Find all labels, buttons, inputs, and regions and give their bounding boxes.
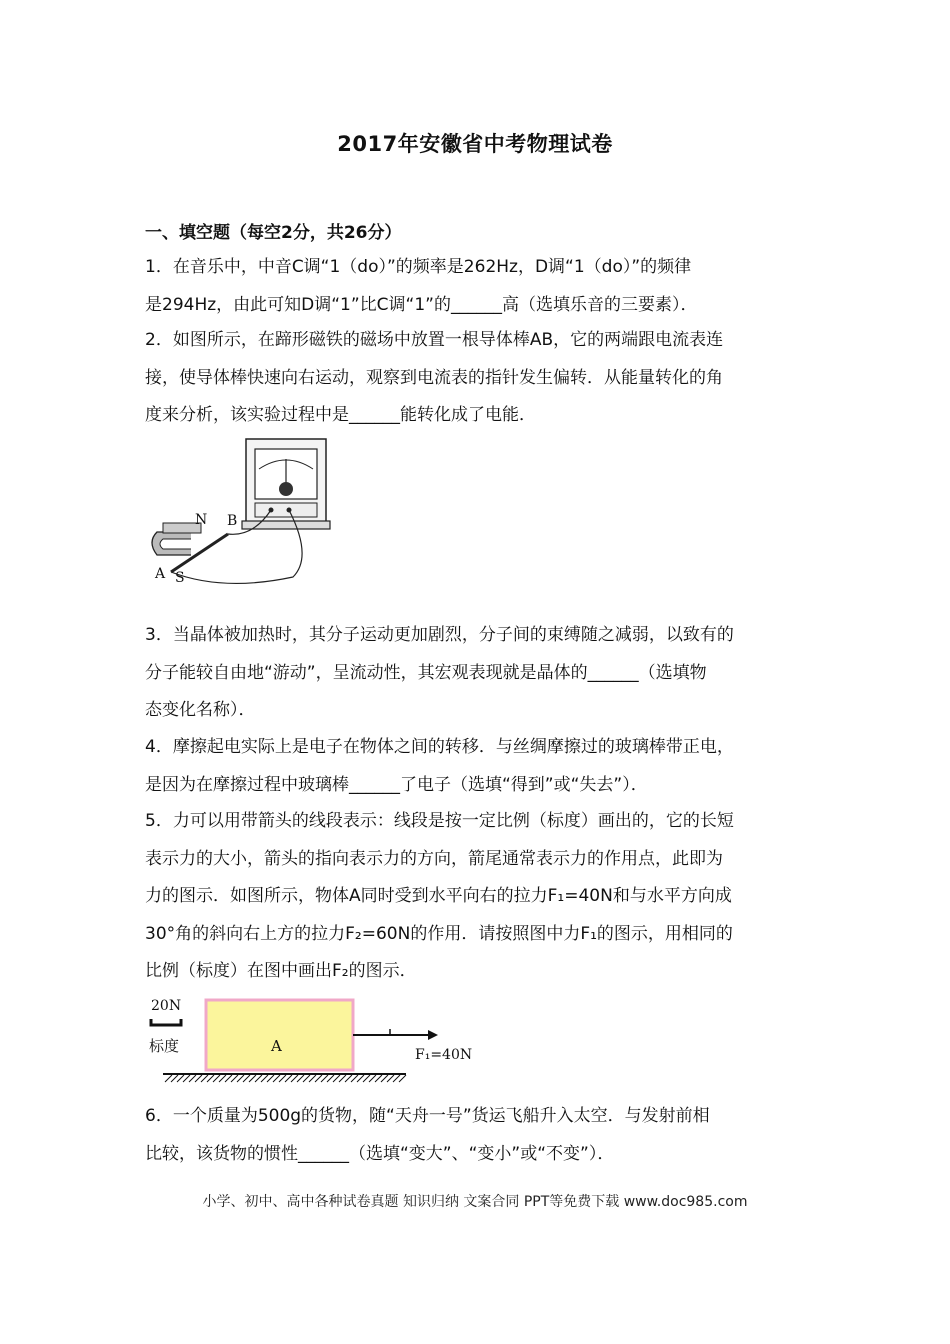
question-1-line: 是294Hz，由此可知D调“1”比C调“1”的______高（选填乐音的三要素）． bbox=[145, 294, 698, 315]
section-heading: 一、填空题（每空2分，共26分） bbox=[145, 223, 402, 243]
scale-value-label: 20N bbox=[151, 998, 182, 1014]
question-5-line: 力的图示．如图所示，物体A同时受到水平向右的拉力F₁=40N和与水平方向成 bbox=[145, 886, 732, 906]
block-a bbox=[206, 1000, 353, 1070]
question-2 bbox=[145, 322, 810, 435]
question-4-line: 4．摩擦起电实际上是电子在物体之间的转移．与丝绸摩擦过的玻璃棒带正电， bbox=[145, 737, 734, 757]
question-3 bbox=[145, 617, 810, 730]
question-3-line: 态变化名称）． bbox=[145, 700, 256, 720]
galvanometer-figure bbox=[143, 437, 333, 597]
question-1 bbox=[145, 249, 810, 324]
question-5-line: 5．力可以用带箭头的线段表示：线段是按一定比例（标度）画出的，它的长短 bbox=[145, 811, 734, 831]
question-4 bbox=[145, 729, 810, 804]
question-2-line: 度来分析，该实验过程中是______能转化成了电能． bbox=[145, 405, 536, 425]
question-3-line: 3．当晶体被加热时，其分子运动更加剧烈，分子间的束缚随之减弱，以致有的 bbox=[145, 625, 734, 645]
force-f1-label: F₁=40N bbox=[415, 1047, 473, 1063]
question-2-line: 接，使导体棒快速向右运动，观察到电流表的指针发生偏转．从能量转化的角 bbox=[145, 367, 723, 388]
question-5-line: 30°角的斜向右上方的拉力F₂=60N的作用．请按照图中力F₁的图示，用相同的 bbox=[145, 923, 733, 944]
question-5-line: 表示力的大小，箭头的指向表示力的方向，箭尾通常表示力的作用点，此即为 bbox=[145, 848, 723, 869]
question-6-line: 6．一个质量为500g的货物，随“天舟一号”货运飞船升入太空．与发射前相 bbox=[145, 1106, 710, 1126]
question-3-line: 分子能较自由地“游动”，呈流动性，其宏观表现就是晶体的______（选填物 bbox=[145, 662, 707, 683]
question-5 bbox=[145, 803, 810, 991]
scale-label: 标度 bbox=[149, 1037, 180, 1055]
force-diagram-figure bbox=[143, 993, 478, 1089]
pole-n-label: N bbox=[195, 512, 208, 528]
question-4-line: 是因为在摩擦过程中玻璃棒______了电子（选填“得到”或“失去”）． bbox=[145, 774, 648, 795]
question-2-line: 2．如图所示，在蹄形磁铁的磁场中放置一根导体棒AB，它的两端跟电流表连 bbox=[145, 330, 724, 350]
pole-s-label: S bbox=[175, 570, 185, 586]
question-6 bbox=[145, 1098, 810, 1173]
question-1-line: 1．在音乐中，中音C调“1（do）”的频率是262Hz，D调“1（do）”的频律 bbox=[145, 257, 692, 277]
end-a-label: A bbox=[155, 566, 166, 582]
page-title: 2017年安徽省中考物理试卷 bbox=[337, 132, 613, 156]
question-5-line: 比例（标度）在图中画出F₂的图示． bbox=[145, 961, 417, 981]
end-b-label: B bbox=[227, 513, 238, 529]
block-a-label: A bbox=[271, 1037, 282, 1055]
question-6-line: 比较，该货物的惯性______（选填“变大”、“变小”或“不变”）． bbox=[145, 1143, 615, 1164]
page-footer: 小学、初中、高中各种试卷真题 知识归纳 文案合同 PPT等免费下载 www.doc985.com bbox=[202, 1194, 748, 1210]
